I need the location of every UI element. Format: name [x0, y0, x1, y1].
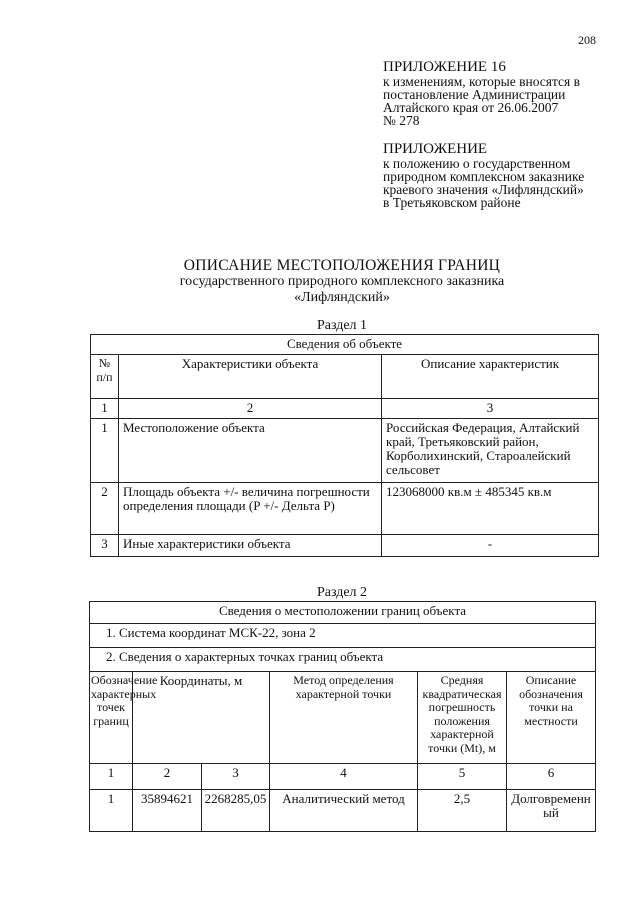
title-line-3: «Лифляндский»: [294, 290, 390, 305]
appendix-16-block: [383, 60, 580, 127]
column-number: 1: [91, 399, 119, 419]
header-description: Описание характеристик: [382, 355, 599, 399]
section-1-caption: Сведения об объекте: [91, 335, 599, 355]
column-number: 1: [90, 764, 133, 790]
coordinate-system: 1. Система координат МСК-22, зона 2: [90, 624, 596, 648]
appendix-line: к положению о государственном: [383, 156, 571, 171]
header-coordinates: Координаты, м: [133, 672, 270, 764]
header-number: № п/п: [91, 355, 119, 399]
document-title: [0, 258, 639, 306]
row-number: 3: [91, 535, 119, 557]
appendix-line: краевого значения «Лифляндский»: [383, 182, 584, 197]
row-characteristic: Иные характеристики объекта: [119, 535, 382, 557]
appendix-16-line: постановление Администрации: [383, 87, 566, 102]
appendix-block: [383, 142, 584, 209]
column-number: 6: [507, 764, 596, 790]
header-designation: Обозначение характерных точек границ: [90, 672, 133, 764]
column-number: 2: [133, 764, 202, 790]
appendix-line: природном комплексном заказнике: [383, 169, 585, 184]
appendix-16-line: к изменениям, которые вносятся в: [383, 74, 581, 89]
row-number: 2: [91, 483, 119, 535]
appendix-16-heading: ПРИЛОЖЕНИЕ 16: [383, 59, 506, 75]
row-value: 123068000 кв.м ± 485345 кв.м: [382, 483, 599, 535]
section-1-table: [90, 334, 599, 557]
header-method: Метод определения характерной точки: [270, 672, 418, 764]
appendix-line: в Третьяковском районе: [383, 195, 521, 210]
points-heading: 2. Сведения о характерных точках границ объекта: [90, 648, 596, 672]
column-number: 3: [202, 764, 270, 790]
appendix-heading: ПРИЛОЖЕНИЕ: [383, 141, 488, 157]
header-point-description: Описание обозначения точки на местности: [507, 672, 596, 764]
point-error: 2,5: [418, 790, 507, 832]
row-characteristic: Местоположение объекта: [119, 419, 382, 483]
section-2-caption: Сведения о местоположении границ объекта: [90, 602, 596, 624]
title-line-1: ОПИСАНИЕ МЕСТОПОЛОЖЕНИЯ ГРАНИЦ: [183, 257, 501, 274]
appendix-16-line: Алтайского края от 26.06.2007: [383, 100, 559, 115]
column-number: 3: [382, 399, 599, 419]
header-error: Средняя квадратическая погрешность положения характерной точки (Mt), м: [418, 672, 507, 764]
column-number: 5: [418, 764, 507, 790]
section-2-table: [89, 601, 596, 832]
appendix-16-line: № 278: [383, 113, 420, 128]
title-line-2: государственного природного комплексного заказника: [179, 274, 505, 289]
section-1-label: Раздел 1: [316, 318, 368, 333]
header-characteristic: Характеристики объекта: [119, 355, 382, 399]
section-2-label: Раздел 2: [316, 585, 368, 600]
row-value: -: [382, 535, 599, 557]
point-x: 35894621: [133, 790, 202, 832]
row-characteristic: Площадь объекта +/- величина погрешности определения площади (P +/- Дельта P): [119, 483, 382, 535]
page-number: 208: [578, 33, 596, 47]
column-number: 4: [270, 764, 418, 790]
point-y: 2268285,05: [202, 790, 270, 832]
point-method: Аналитический метод: [270, 790, 418, 832]
row-number: 1: [91, 419, 119, 483]
point-description: Долговременный: [507, 790, 596, 832]
column-number: 2: [119, 399, 382, 419]
point-number: 1: [90, 790, 133, 832]
row-value: Российская Федерация, Алтайский край, Третьяковский район, Корболихинский, Староалейский сельсовет: [382, 419, 599, 483]
